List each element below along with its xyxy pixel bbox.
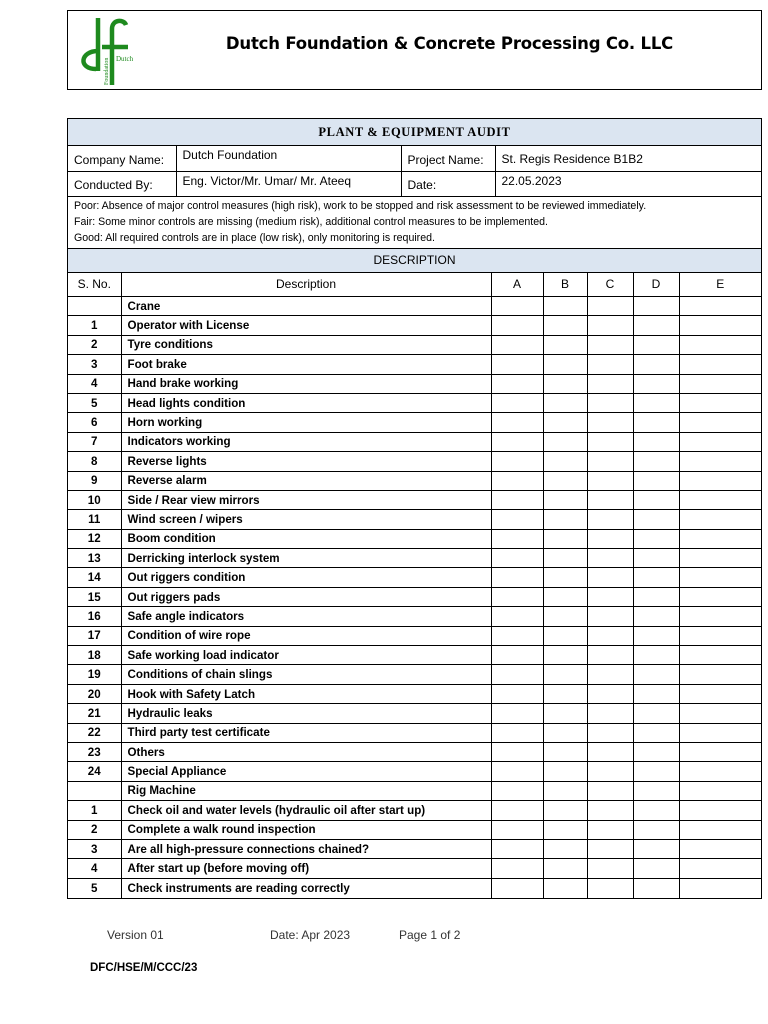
- rating-cell-e[interactable]: [679, 859, 761, 878]
- date-value[interactable]: 22.05.2023: [495, 171, 761, 196]
- row-description: Wind screen / wipers: [121, 510, 491, 529]
- row-number: 18: [68, 646, 121, 665]
- rating-cell-a[interactable]: [491, 781, 543, 800]
- row-number: 8: [68, 452, 121, 471]
- rating-cell-b[interactable]: [543, 762, 587, 781]
- table-row: [68, 684, 761, 703]
- rating-cell-c[interactable]: [587, 859, 633, 878]
- rating-cell-a[interactable]: [491, 432, 543, 451]
- row-description: Reverse alarm: [121, 471, 491, 490]
- rating-cell-d[interactable]: [633, 704, 679, 723]
- row-description: Out riggers pads: [121, 587, 491, 606]
- footer-version: Version 01: [107, 928, 164, 942]
- rating-cell-c[interactable]: [587, 374, 633, 393]
- rating-cell-d[interactable]: [633, 374, 679, 393]
- table-row: [68, 742, 761, 761]
- rating-cell-d[interactable]: [633, 568, 679, 587]
- rating-cell-e[interactable]: [679, 839, 761, 858]
- legend-fair: [74, 214, 755, 230]
- row-description: Operator with License: [121, 316, 491, 335]
- rating-cell-b[interactable]: [543, 490, 587, 509]
- row-number: 3: [68, 355, 121, 374]
- rating-cell-a[interactable]: [491, 490, 543, 509]
- rating-cell-e[interactable]: [679, 626, 761, 645]
- rating-cell-e[interactable]: [679, 490, 761, 509]
- row-number: 22: [68, 723, 121, 742]
- rating-cell-a[interactable]: [491, 587, 543, 606]
- logo-text-dutch: Dutch: [116, 55, 134, 63]
- rating-cell-b[interactable]: [543, 471, 587, 490]
- row-number: 2: [68, 820, 121, 839]
- rating-cell-c[interactable]: [587, 432, 633, 451]
- row-description: Are all high-pressure connections chained?: [121, 839, 491, 858]
- row-description: Check instruments are reading correctly: [121, 878, 491, 897]
- row-description: Derricking interlock system: [121, 549, 491, 568]
- table-row: [68, 607, 761, 626]
- rating-cell-c[interactable]: [587, 335, 633, 354]
- section-row: [68, 297, 761, 316]
- company-name-label: Company Name:: [68, 146, 176, 171]
- rating-cell-b[interactable]: [543, 742, 587, 761]
- rating-cell-d[interactable]: [633, 510, 679, 529]
- row-number: 16: [68, 607, 121, 626]
- rating-cell-b[interactable]: [543, 316, 587, 335]
- row-number: 11: [68, 510, 121, 529]
- rating-cell-d[interactable]: [633, 297, 679, 316]
- rating-cell-c[interactable]: [587, 297, 633, 316]
- rating-cell-a[interactable]: [491, 665, 543, 684]
- table-row: [68, 859, 761, 878]
- legend-good: [74, 230, 755, 246]
- row-description: Reverse lights: [121, 452, 491, 471]
- rating-cell-c[interactable]: [587, 510, 633, 529]
- rating-cell-e[interactable]: [679, 529, 761, 548]
- rating-cell-e[interactable]: [679, 742, 761, 761]
- rating-cell-e[interactable]: [679, 510, 761, 529]
- rating-cell-d[interactable]: [633, 393, 679, 412]
- legend-good-text: All required controls are in place (low risk), only monitoring is required.: [102, 231, 435, 244]
- document-header: [67, 10, 762, 90]
- row-description: After start up (before moving off): [121, 859, 491, 878]
- rating-cell-d[interactable]: [633, 471, 679, 490]
- rating-cell-a[interactable]: [491, 316, 543, 335]
- rating-cell-e[interactable]: [679, 684, 761, 703]
- rating-cell-b[interactable]: [543, 355, 587, 374]
- rating-cell-e[interactable]: [679, 471, 761, 490]
- rating-cell-e[interactable]: [679, 432, 761, 451]
- row-description: Hook with Safety Latch: [121, 684, 491, 703]
- row-description: Side / Rear view mirrors: [121, 490, 491, 509]
- rating-cell-a[interactable]: [491, 859, 543, 878]
- rating-cell-a[interactable]: [491, 801, 543, 820]
- table-row: [68, 820, 761, 839]
- table-row: [68, 665, 761, 684]
- table-row: [68, 646, 761, 665]
- row-number: 9: [68, 471, 121, 490]
- rating-cell-b[interactable]: [543, 549, 587, 568]
- rating-cell-b[interactable]: [543, 665, 587, 684]
- rating-cell-b[interactable]: [543, 839, 587, 858]
- rating-cell-c[interactable]: [587, 665, 633, 684]
- row-description: Foot brake: [121, 355, 491, 374]
- rating-cell-b[interactable]: [543, 297, 587, 316]
- rating-cell-a[interactable]: [491, 723, 543, 742]
- row-number: 5: [68, 878, 121, 897]
- rating-cell-a[interactable]: [491, 684, 543, 703]
- rating-cell-a[interactable]: [491, 626, 543, 645]
- rating-cell-b[interactable]: [543, 374, 587, 393]
- rating-cell-e[interactable]: [679, 820, 761, 839]
- rating-cell-d[interactable]: [633, 607, 679, 626]
- checklist-header-row: [68, 273, 761, 297]
- table-row: [68, 704, 761, 723]
- section-row: [68, 781, 761, 800]
- checklist-body: [68, 297, 761, 898]
- rating-cell-c[interactable]: [587, 762, 633, 781]
- rating-cell-e[interactable]: [679, 646, 761, 665]
- table-row: [68, 393, 761, 412]
- rating-cell-d[interactable]: [633, 646, 679, 665]
- rating-cell-c[interactable]: [587, 839, 633, 858]
- row-description: Boom condition: [121, 529, 491, 548]
- description-header: DESCRIPTION: [68, 249, 761, 273]
- row-description: Third party test certificate: [121, 723, 491, 742]
- rating-cell-d[interactable]: [633, 820, 679, 839]
- rating-cell-b[interactable]: [543, 704, 587, 723]
- row-description: Indicators working: [121, 432, 491, 451]
- rating-cell-c[interactable]: [587, 646, 633, 665]
- rating-cell-b[interactable]: [543, 801, 587, 820]
- row-number: 14: [68, 568, 121, 587]
- rating-cell-d[interactable]: [633, 549, 679, 568]
- rating-cell-e[interactable]: [679, 878, 761, 897]
- row-number: 3: [68, 839, 121, 858]
- rating-cell-e[interactable]: [679, 781, 761, 800]
- rating-cell-b[interactable]: [543, 510, 587, 529]
- rating-cell-b[interactable]: [543, 335, 587, 354]
- rating-cell-d[interactable]: [633, 762, 679, 781]
- company-title: Dutch Foundation & Concrete Processing Co. LLC: [225, 34, 674, 53]
- rating-legend: [68, 197, 761, 249]
- table-row: [68, 878, 761, 897]
- row-number: 13: [68, 549, 121, 568]
- row-description: Out riggers condition: [121, 568, 491, 587]
- rating-cell-a[interactable]: [491, 762, 543, 781]
- row-number: 5: [68, 393, 121, 412]
- rating-cell-a[interactable]: [491, 704, 543, 723]
- table-row: [68, 626, 761, 645]
- rating-cell-e[interactable]: [679, 801, 761, 820]
- rating-cell-a[interactable]: [491, 393, 543, 412]
- rating-cell-d[interactable]: [633, 781, 679, 800]
- project-name-label: Project Name:: [401, 146, 495, 171]
- rating-cell-e[interactable]: [679, 335, 761, 354]
- rating-cell-d[interactable]: [633, 490, 679, 509]
- table-row: [68, 801, 761, 820]
- rating-cell-a[interactable]: [491, 297, 543, 316]
- rating-cell-c[interactable]: [587, 471, 633, 490]
- rating-cell-c[interactable]: [587, 587, 633, 606]
- row-description: Others: [121, 742, 491, 761]
- rating-cell-c[interactable]: [587, 413, 633, 432]
- legend-poor-text: Absence of major control measures (high risk), work to be stopped and risk assessment to be reviewed immediately.: [99, 199, 647, 212]
- rating-cell-b[interactable]: [543, 529, 587, 548]
- rating-cell-d[interactable]: [633, 529, 679, 548]
- rating-cell-c[interactable]: [587, 452, 633, 471]
- rating-cell-a[interactable]: [491, 413, 543, 432]
- rating-cell-c[interactable]: [587, 820, 633, 839]
- rating-cell-a[interactable]: [491, 510, 543, 529]
- rating-cell-b[interactable]: [543, 393, 587, 412]
- rating-cell-b[interactable]: [543, 723, 587, 742]
- rating-cell-d[interactable]: [633, 801, 679, 820]
- row-description: Safe angle indicators: [121, 607, 491, 626]
- table-row: [68, 471, 761, 490]
- rating-cell-a[interactable]: [491, 471, 543, 490]
- rating-cell-e[interactable]: [679, 704, 761, 723]
- rating-cell-a[interactable]: [491, 820, 543, 839]
- row-number: 21: [68, 704, 121, 723]
- audit-form: [67, 118, 762, 899]
- row-description: Hand brake working: [121, 374, 491, 393]
- rating-cell-c[interactable]: [587, 684, 633, 703]
- rating-cell-e[interactable]: [679, 355, 761, 374]
- conducted-by-value[interactable]: Eng. Victor/Mr. Umar/ Mr. Ateeq: [176, 171, 401, 196]
- rating-cell-c[interactable]: [587, 626, 633, 645]
- rating-cell-b[interactable]: [543, 820, 587, 839]
- rating-cell-c[interactable]: [587, 490, 633, 509]
- rating-cell-a[interactable]: [491, 878, 543, 897]
- row-number: 1: [68, 801, 121, 820]
- table-row: [68, 549, 761, 568]
- rating-cell-b[interactable]: [543, 607, 587, 626]
- column-header-a: A: [491, 273, 543, 297]
- table-row: [68, 374, 761, 393]
- rating-cell-c[interactable]: [587, 723, 633, 742]
- rating-cell-b[interactable]: [543, 413, 587, 432]
- rating-cell-a[interactable]: [491, 374, 543, 393]
- rating-cell-e[interactable]: [679, 374, 761, 393]
- rating-cell-c[interactable]: [587, 393, 633, 412]
- table-row: [68, 762, 761, 781]
- rating-cell-b[interactable]: [543, 646, 587, 665]
- rating-cell-d[interactable]: [633, 742, 679, 761]
- table-row: [68, 490, 761, 509]
- rating-cell-a[interactable]: [491, 839, 543, 858]
- table-row: [68, 587, 761, 606]
- logo-text-foundation: Foundation: [104, 57, 110, 85]
- rating-cell-d[interactable]: [633, 432, 679, 451]
- row-number: 7: [68, 432, 121, 451]
- rating-cell-a[interactable]: [491, 529, 543, 548]
- rating-cell-c[interactable]: [587, 742, 633, 761]
- rating-cell-c[interactable]: [587, 316, 633, 335]
- rating-cell-d[interactable]: [633, 355, 679, 374]
- rating-cell-c[interactable]: [587, 568, 633, 587]
- table-row: [68, 316, 761, 335]
- rating-cell-d[interactable]: [633, 626, 679, 645]
- rating-cell-e[interactable]: [679, 452, 761, 471]
- company-name-value[interactable]: Dutch Foundation: [176, 146, 401, 171]
- rating-cell-e[interactable]: [679, 665, 761, 684]
- rating-cell-b[interactable]: [543, 781, 587, 800]
- legend-good-key: Good:: [74, 231, 103, 244]
- row-number: 19: [68, 665, 121, 684]
- row-number: [68, 781, 121, 800]
- rating-cell-e[interactable]: [679, 297, 761, 316]
- rating-cell-b[interactable]: [543, 452, 587, 471]
- rating-cell-c[interactable]: [587, 781, 633, 800]
- row-number: 15: [68, 587, 121, 606]
- rating-cell-e[interactable]: [679, 723, 761, 742]
- row-description: Conditions of chain slings: [121, 665, 491, 684]
- rating-cell-d[interactable]: [633, 452, 679, 471]
- rating-cell-a[interactable]: [491, 568, 543, 587]
- rating-cell-d[interactable]: [633, 684, 679, 703]
- rating-cell-d[interactable]: [633, 839, 679, 858]
- rating-cell-b[interactable]: [543, 432, 587, 451]
- rating-cell-c[interactable]: [587, 801, 633, 820]
- rating-cell-c[interactable]: [587, 529, 633, 548]
- rating-cell-b[interactable]: [543, 568, 587, 587]
- project-name-value[interactable]: St. Regis Residence B1B2: [495, 146, 761, 171]
- row-number: 24: [68, 762, 121, 781]
- document-code: DFC/HSE/M/CCC/23: [90, 962, 198, 974]
- column-header-sno: S. No.: [68, 273, 121, 297]
- row-number: 2: [68, 335, 121, 354]
- rating-cell-d[interactable]: [633, 413, 679, 432]
- row-description: Check oil and water levels (hydraulic oil after start up): [121, 801, 491, 820]
- row-number: 4: [68, 374, 121, 393]
- rating-cell-a[interactable]: [491, 549, 543, 568]
- rating-cell-e[interactable]: [679, 393, 761, 412]
- rating-cell-d[interactable]: [633, 587, 679, 606]
- table-row: [68, 510, 761, 529]
- rating-cell-b[interactable]: [543, 859, 587, 878]
- date-label: Date:: [401, 171, 495, 196]
- rating-cell-a[interactable]: [491, 646, 543, 665]
- rating-cell-a[interactable]: [491, 452, 543, 471]
- footer-date: Date: Apr 2023: [270, 928, 351, 942]
- audit-info-table: [68, 146, 761, 197]
- rating-cell-d[interactable]: [633, 878, 679, 897]
- rating-cell-c[interactable]: [587, 607, 633, 626]
- legend-poor-key: Poor:: [74, 199, 100, 212]
- legend-fair-text: Some minor controls are missing (medium risk), additional control measures to be implemented.: [95, 215, 548, 228]
- column-header-e: E: [679, 273, 761, 297]
- table-row: [68, 432, 761, 451]
- rating-cell-d[interactable]: [633, 316, 679, 335]
- rating-cell-e[interactable]: [679, 568, 761, 587]
- row-number: 23: [68, 742, 121, 761]
- rating-cell-d[interactable]: [633, 665, 679, 684]
- section-title: Rig Machine: [121, 781, 491, 800]
- rating-cell-d[interactable]: [633, 723, 679, 742]
- rating-cell-a[interactable]: [491, 335, 543, 354]
- table-row: [68, 413, 761, 432]
- rating-cell-e[interactable]: [679, 413, 761, 432]
- row-number: 10: [68, 490, 121, 509]
- rating-cell-c[interactable]: [587, 704, 633, 723]
- row-description: Hydraulic leaks: [121, 704, 491, 723]
- table-row: [68, 839, 761, 858]
- rating-cell-e[interactable]: [679, 587, 761, 606]
- row-description: Safe working load indicator: [121, 646, 491, 665]
- row-description: Tyre conditions: [121, 335, 491, 354]
- row-description: Head lights condition: [121, 393, 491, 412]
- row-number: 4: [68, 859, 121, 878]
- legend-poor: [74, 198, 755, 214]
- rating-cell-d[interactable]: [633, 859, 679, 878]
- column-header-c: C: [587, 273, 633, 297]
- table-row: [68, 568, 761, 587]
- footer-page: Page 1 of 2: [399, 928, 461, 942]
- rating-cell-b[interactable]: [543, 878, 587, 897]
- row-number: 1: [68, 316, 121, 335]
- row-description: Complete a walk round inspection: [121, 820, 491, 839]
- checklist-table: [68, 273, 761, 898]
- rating-cell-e[interactable]: [679, 607, 761, 626]
- rating-cell-b[interactable]: [543, 684, 587, 703]
- row-number: 20: [68, 684, 121, 703]
- rating-cell-e[interactable]: [679, 316, 761, 335]
- rating-cell-c[interactable]: [587, 355, 633, 374]
- column-header-description: Description: [121, 273, 491, 297]
- rating-cell-a[interactable]: [491, 742, 543, 761]
- table-row: [68, 355, 761, 374]
- legend-fair-key: Fair:: [74, 215, 96, 228]
- table-row: [68, 335, 761, 354]
- row-number: [68, 297, 121, 316]
- column-header-d: D: [633, 273, 679, 297]
- rating-cell-a[interactable]: [491, 607, 543, 626]
- table-row: [68, 723, 761, 742]
- row-number: 17: [68, 626, 121, 645]
- row-number: 12: [68, 529, 121, 548]
- rating-cell-b[interactable]: [543, 587, 587, 606]
- rating-cell-d[interactable]: [633, 335, 679, 354]
- rating-cell-c[interactable]: [587, 878, 633, 897]
- table-row: [68, 452, 761, 471]
- audit-title: PLANT & EQUIPMENT AUDIT: [68, 119, 761, 146]
- rating-cell-a[interactable]: [491, 355, 543, 374]
- column-header-b: B: [543, 273, 587, 297]
- rating-cell-c[interactable]: [587, 549, 633, 568]
- row-description: Special Appliance: [121, 762, 491, 781]
- row-description: Condition of wire rope: [121, 626, 491, 645]
- rating-cell-e[interactable]: [679, 762, 761, 781]
- section-title: Crane: [121, 297, 491, 316]
- conducted-by-label: Conducted By:: [68, 171, 176, 196]
- rating-cell-e[interactable]: [679, 549, 761, 568]
- row-description: Horn working: [121, 413, 491, 432]
- rating-cell-b[interactable]: [543, 626, 587, 645]
- row-number: 6: [68, 413, 121, 432]
- table-row: [68, 529, 761, 548]
